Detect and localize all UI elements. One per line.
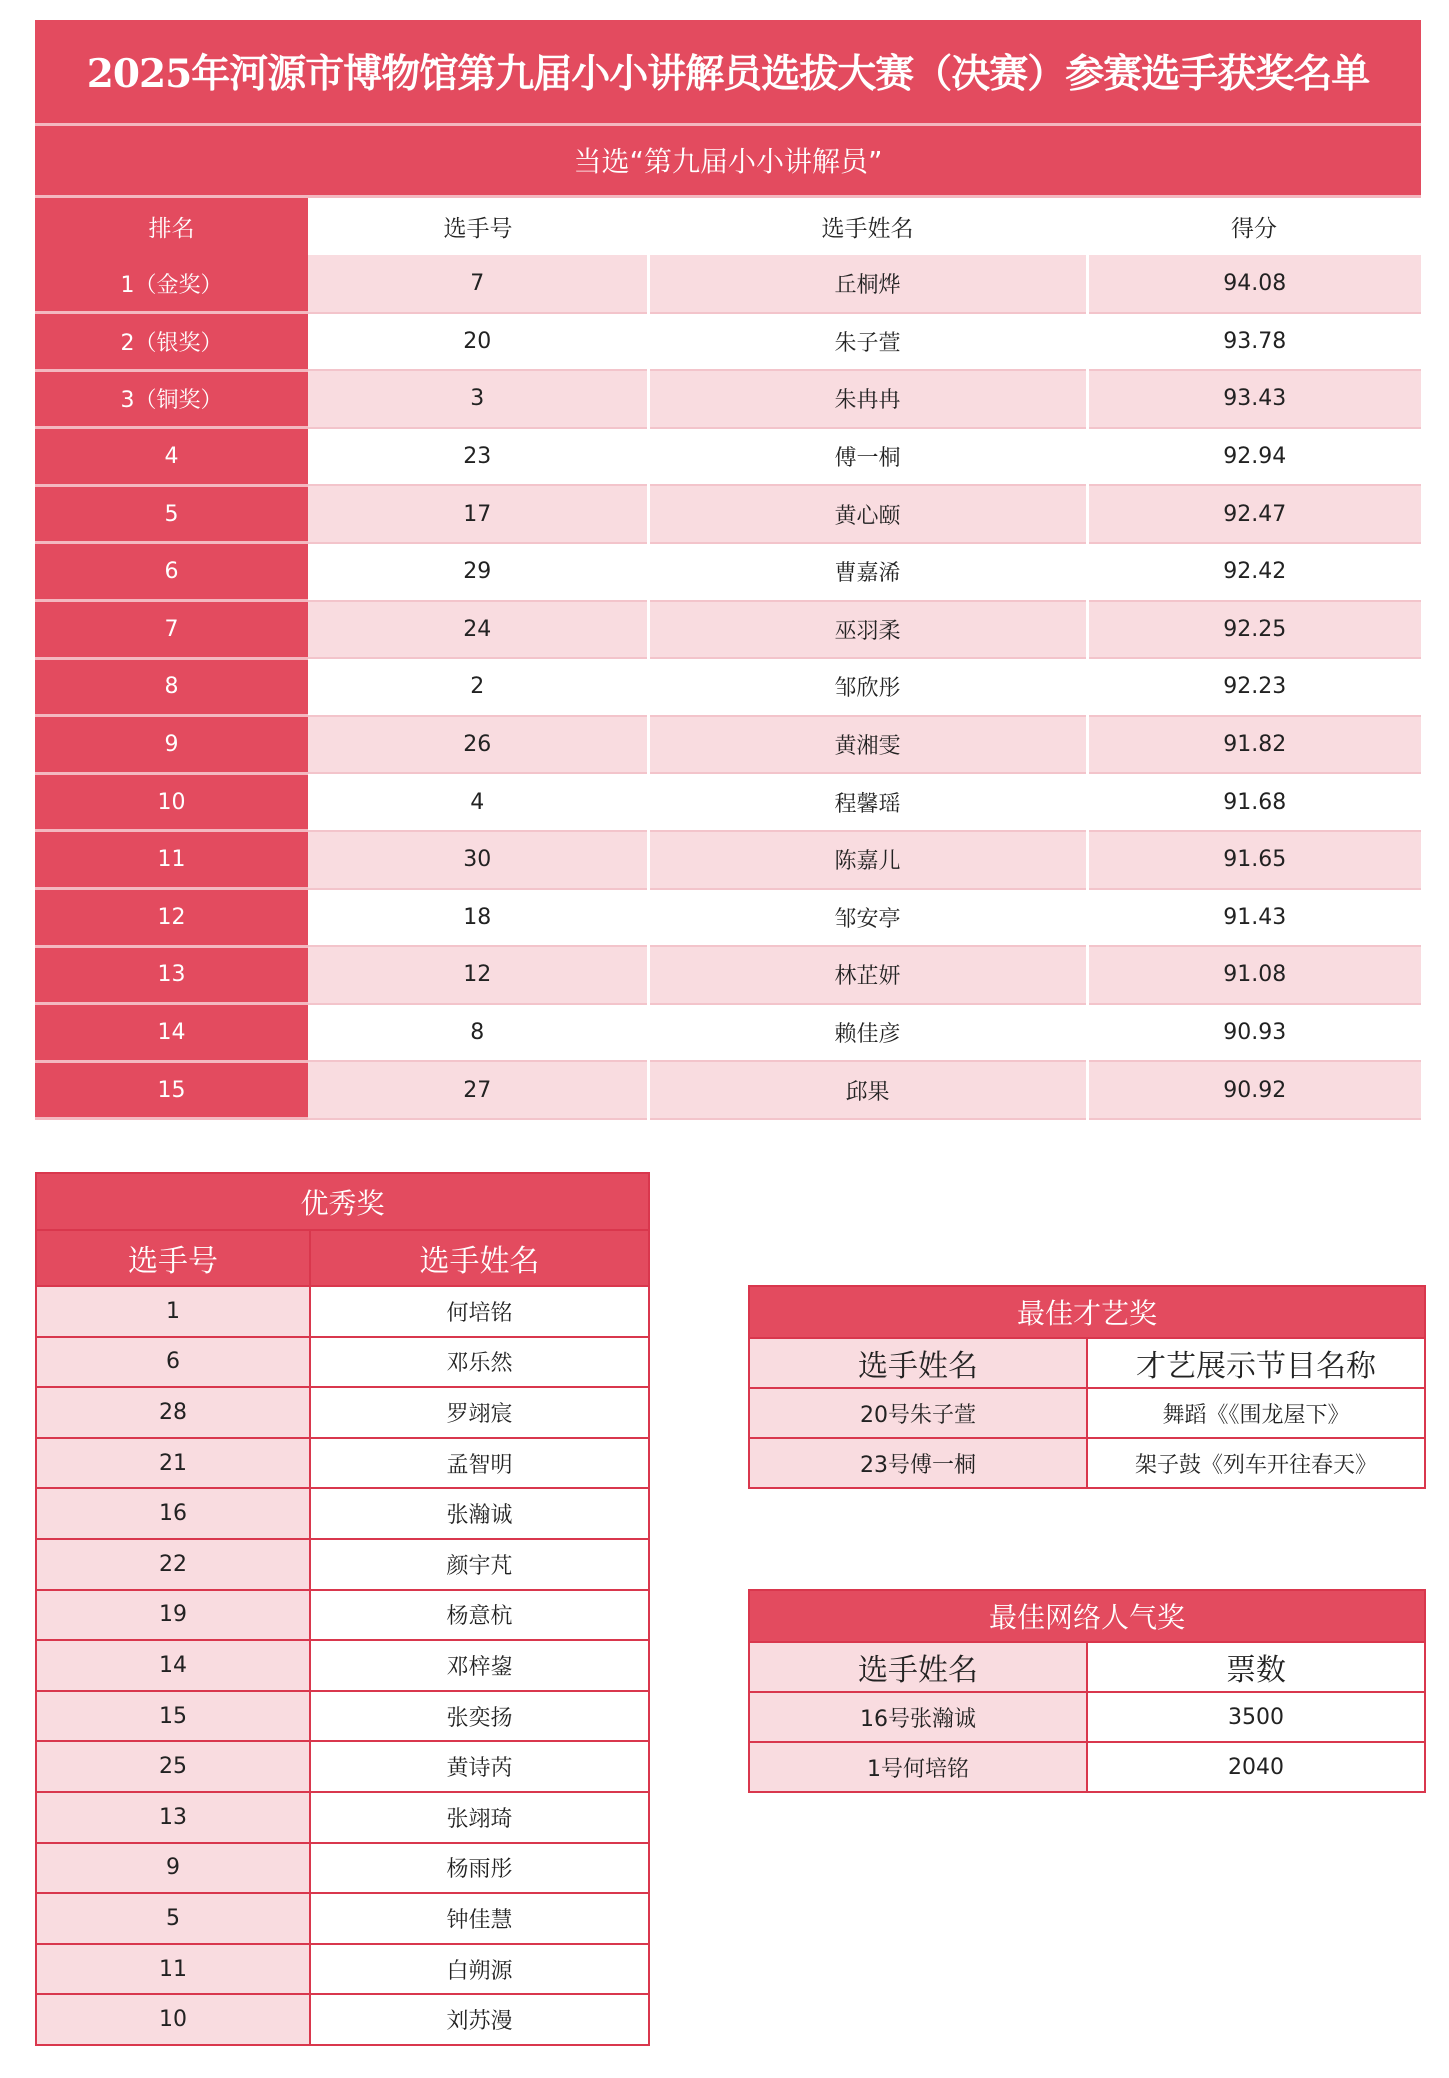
table-row bbox=[35, 889, 1421, 947]
name-cell: 罗翊宸 bbox=[310, 1387, 649, 1438]
number-cell: 13 bbox=[36, 1792, 310, 1843]
number-cell: 9 bbox=[36, 1843, 310, 1894]
table-row bbox=[35, 773, 1421, 831]
number-cell: 3 bbox=[308, 370, 648, 428]
number-cell: 27 bbox=[308, 1061, 648, 1119]
votes-cell: 3500 bbox=[1087, 1692, 1425, 1742]
rank-cell: 2（银奖） bbox=[35, 313, 308, 371]
score-cell: 93.43 bbox=[1087, 370, 1421, 428]
number-cell: 4 bbox=[308, 773, 648, 831]
score-cell: 91.43 bbox=[1087, 889, 1421, 947]
number-cell: 6 bbox=[36, 1337, 310, 1388]
table-row bbox=[36, 1387, 649, 1438]
name-cell: 张翊琦 bbox=[310, 1792, 649, 1843]
header-votes: 票数 bbox=[1087, 1642, 1425, 1692]
table-row bbox=[36, 1691, 649, 1742]
score-cell: 91.65 bbox=[1087, 831, 1421, 889]
score-cell: 91.82 bbox=[1087, 716, 1421, 774]
table-row bbox=[36, 1944, 649, 1995]
score-cell: 91.08 bbox=[1087, 946, 1421, 1004]
rank-cell: 10 bbox=[35, 773, 308, 831]
name-cell: 黄湘雯 bbox=[648, 716, 1087, 774]
table-row bbox=[749, 1438, 1425, 1488]
number-cell: 1 bbox=[36, 1286, 310, 1337]
number-cell: 5 bbox=[36, 1893, 310, 1944]
name-cell: 23号傅一桐 bbox=[749, 1438, 1087, 1488]
table-row bbox=[35, 428, 1421, 486]
header-number: 选手号 bbox=[308, 196, 648, 255]
table-row bbox=[36, 1590, 649, 1641]
header-program: 才艺展示节目名称 bbox=[1087, 1338, 1425, 1388]
header-name: 选手姓名 bbox=[648, 196, 1087, 255]
header-name: 选手姓名 bbox=[749, 1338, 1087, 1388]
winners-subtitle: 当选“第九届小小讲解员” bbox=[35, 124, 1421, 196]
name-cell: 杨意杭 bbox=[310, 1590, 649, 1641]
rank-cell: 3（铜奖） bbox=[35, 370, 308, 428]
number-cell: 29 bbox=[308, 543, 648, 601]
score-cell: 90.93 bbox=[1087, 1004, 1421, 1062]
name-cell: 邱果 bbox=[648, 1061, 1087, 1119]
name-cell: 刘苏漫 bbox=[310, 1994, 649, 2045]
excellence-title: 优秀奖 bbox=[36, 1173, 649, 1230]
rank-cell: 6 bbox=[35, 543, 308, 601]
rank-cell: 15 bbox=[35, 1061, 308, 1119]
name-cell: 白朔源 bbox=[310, 1944, 649, 1995]
number-cell: 26 bbox=[308, 716, 648, 774]
score-cell: 92.42 bbox=[1087, 543, 1421, 601]
name-cell: 颜宇芃 bbox=[310, 1539, 649, 1590]
rank-cell: 7 bbox=[35, 601, 308, 659]
number-cell: 24 bbox=[308, 601, 648, 659]
table-row bbox=[35, 1004, 1421, 1062]
rank-cell: 1（金奖） bbox=[35, 255, 308, 313]
number-cell: 11 bbox=[36, 1944, 310, 1995]
name-cell: 钟佳慧 bbox=[310, 1893, 649, 1944]
score-cell: 92.25 bbox=[1087, 601, 1421, 659]
score-cell: 92.23 bbox=[1087, 658, 1421, 716]
rank-cell: 14 bbox=[35, 1004, 308, 1062]
table-row bbox=[35, 946, 1421, 1004]
number-cell: 12 bbox=[308, 946, 648, 1004]
name-cell: 程馨瑶 bbox=[648, 773, 1087, 831]
number-cell: 16 bbox=[36, 1488, 310, 1539]
name-cell: 邹欣彤 bbox=[648, 658, 1087, 716]
table-row bbox=[749, 1388, 1425, 1438]
header-name: 选手姓名 bbox=[749, 1642, 1087, 1692]
number-cell: 8 bbox=[308, 1004, 648, 1062]
number-cell: 23 bbox=[308, 428, 648, 486]
name-cell: 孟智明 bbox=[310, 1438, 649, 1489]
table-row bbox=[36, 1488, 649, 1539]
table-row bbox=[35, 658, 1421, 716]
excellence-table bbox=[35, 1172, 650, 2046]
header-number: 选手号 bbox=[36, 1230, 310, 1286]
header-name: 选手姓名 bbox=[310, 1230, 649, 1286]
number-cell: 18 bbox=[308, 889, 648, 947]
table-row bbox=[36, 1337, 649, 1388]
number-cell: 21 bbox=[36, 1438, 310, 1489]
name-cell: 何培铭 bbox=[310, 1286, 649, 1337]
rank-cell: 12 bbox=[35, 889, 308, 947]
name-cell: 黄诗芮 bbox=[310, 1741, 649, 1792]
rank-cell: 5 bbox=[35, 485, 308, 543]
table-row bbox=[36, 1286, 649, 1337]
name-cell: 邓乐然 bbox=[310, 1337, 649, 1388]
table-row bbox=[36, 1843, 649, 1894]
score-cell: 94.08 bbox=[1087, 255, 1421, 313]
table-row bbox=[36, 1741, 649, 1792]
table-row bbox=[35, 716, 1421, 774]
table-row bbox=[35, 601, 1421, 659]
name-cell: 杨雨彤 bbox=[310, 1843, 649, 1894]
name-cell: 20号朱子萱 bbox=[749, 1388, 1087, 1438]
rank-cell: 8 bbox=[35, 658, 308, 716]
name-cell: 傅一桐 bbox=[648, 428, 1087, 486]
name-cell: 邓梓鋆 bbox=[310, 1640, 649, 1691]
table-row bbox=[36, 1792, 649, 1843]
name-cell: 朱子萱 bbox=[648, 313, 1087, 371]
number-cell: 14 bbox=[36, 1640, 310, 1691]
rank-cell: 13 bbox=[35, 946, 308, 1004]
table-row bbox=[35, 370, 1421, 428]
number-cell: 19 bbox=[36, 1590, 310, 1641]
popular-table bbox=[748, 1589, 1426, 1793]
name-cell: 朱冉冉 bbox=[648, 370, 1087, 428]
name-cell: 巫羽柔 bbox=[648, 601, 1087, 659]
table-row bbox=[36, 1438, 649, 1489]
program-cell: 架子鼓《列车开往春天》 bbox=[1087, 1438, 1425, 1488]
rank-cell: 11 bbox=[35, 831, 308, 889]
name-cell: 陈嘉儿 bbox=[648, 831, 1087, 889]
number-cell: 22 bbox=[36, 1539, 310, 1590]
number-cell: 25 bbox=[36, 1741, 310, 1792]
talent-table bbox=[748, 1285, 1426, 1489]
number-cell: 15 bbox=[36, 1691, 310, 1742]
score-cell: 90.92 bbox=[1087, 1061, 1421, 1119]
number-cell: 20 bbox=[308, 313, 648, 371]
program-cell: 舞蹈《《围龙屋下》 bbox=[1087, 1388, 1425, 1438]
rank-cell: 4 bbox=[35, 428, 308, 486]
table-row bbox=[36, 1640, 649, 1691]
name-cell: 16号张瀚诚 bbox=[749, 1692, 1087, 1742]
name-cell: 赖佳彦 bbox=[648, 1004, 1087, 1062]
number-cell: 2 bbox=[308, 658, 648, 716]
rank-cell: 9 bbox=[35, 716, 308, 774]
table-row bbox=[35, 255, 1421, 313]
header-score: 得分 bbox=[1087, 196, 1421, 255]
name-cell: 张奕扬 bbox=[310, 1691, 649, 1742]
table-row bbox=[36, 1994, 649, 2045]
name-cell: 张瀚诚 bbox=[310, 1488, 649, 1539]
number-cell: 30 bbox=[308, 831, 648, 889]
table-row bbox=[36, 1539, 649, 1590]
table-row bbox=[35, 543, 1421, 601]
number-cell: 10 bbox=[36, 1994, 310, 2045]
name-cell: 邹安亭 bbox=[648, 889, 1087, 947]
popular-title: 最佳网络人气奖 bbox=[749, 1590, 1425, 1642]
table-row bbox=[749, 1692, 1425, 1742]
votes-cell: 2040 bbox=[1087, 1742, 1425, 1792]
number-cell: 17 bbox=[308, 485, 648, 543]
score-cell: 92.47 bbox=[1087, 485, 1421, 543]
name-cell: 林芷妍 bbox=[648, 946, 1087, 1004]
name-cell: 丘桐烨 bbox=[648, 255, 1087, 313]
name-cell: 黄心颐 bbox=[648, 485, 1087, 543]
table-row bbox=[35, 831, 1421, 889]
table-row bbox=[36, 1893, 649, 1944]
table-row bbox=[35, 1061, 1421, 1119]
score-cell: 92.94 bbox=[1087, 428, 1421, 486]
winners-table bbox=[35, 20, 1421, 1120]
table-row bbox=[749, 1742, 1425, 1792]
table-row bbox=[35, 485, 1421, 543]
name-cell: 1号何培铭 bbox=[749, 1742, 1087, 1792]
score-cell: 93.78 bbox=[1087, 313, 1421, 371]
table-row bbox=[35, 313, 1421, 371]
page-title: 2025年河源市博物馆第九届小小讲解员选拔大赛（决赛）参赛选手获奖名单 bbox=[35, 20, 1421, 124]
number-cell: 28 bbox=[36, 1387, 310, 1438]
number-cell: 7 bbox=[308, 255, 648, 313]
name-cell: 曹嘉浠 bbox=[648, 543, 1087, 601]
score-cell: 91.68 bbox=[1087, 773, 1421, 831]
talent-title: 最佳才艺奖 bbox=[749, 1286, 1425, 1338]
header-rank: 排名 bbox=[35, 196, 308, 255]
